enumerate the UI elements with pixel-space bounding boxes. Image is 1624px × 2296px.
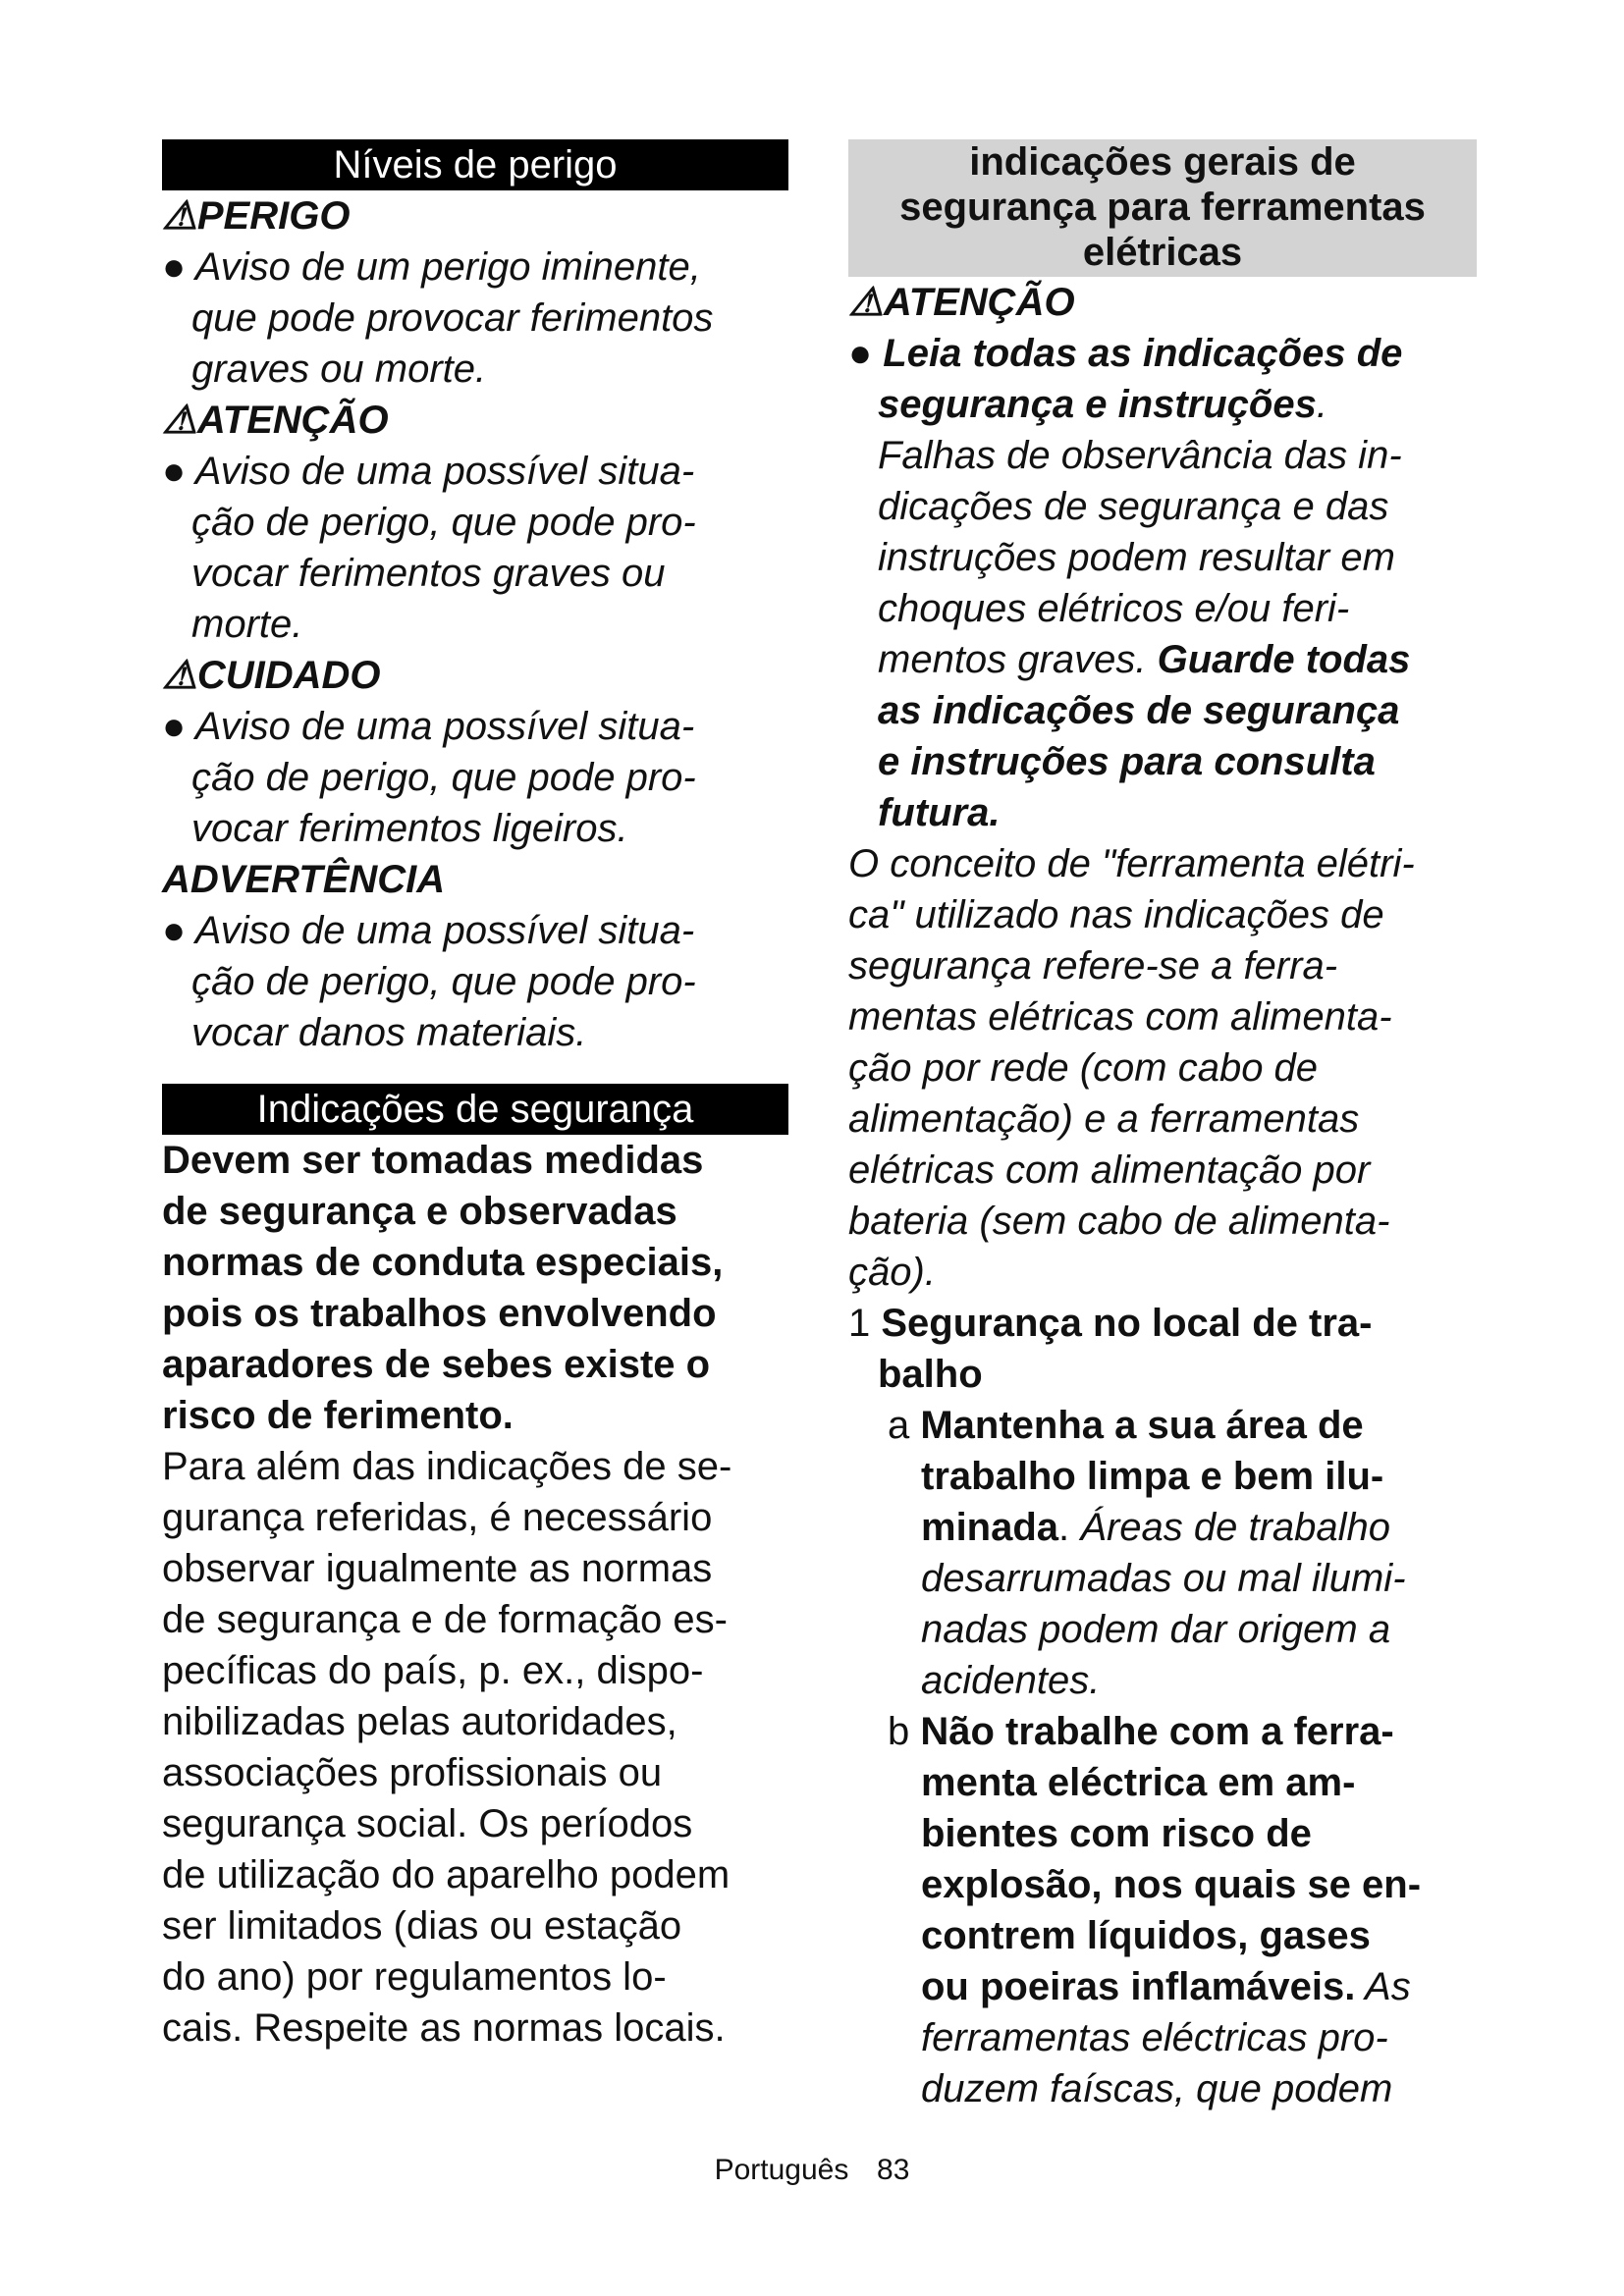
item-b-line: ferramentas eléctricas pro- xyxy=(921,2016,1388,2059)
safety-text-line: de utilização do aparelho podem xyxy=(162,1853,731,1896)
read-bold: segurança e instruções xyxy=(878,383,1317,426)
concept-line: ção por rede (com cabo de xyxy=(848,1046,1319,1090)
read-instructions-line xyxy=(848,379,1477,430)
advertencia-line: ção de perigo, que pode pro- xyxy=(191,960,696,1003)
failure-line: Falhas de observância das in- xyxy=(878,434,1402,477)
failure-line xyxy=(848,634,1477,685)
concept-line: bateria (sem cabo de alimenta- xyxy=(848,1200,1390,1243)
safety-bold-line: pois os trabalhos envolvendo xyxy=(162,1292,717,1335)
safety-text-line: do ano) por regulamentos lo- xyxy=(162,1955,667,1999)
safety-text-line: gurança referidas, é necessário xyxy=(162,1496,713,1539)
concept-line: ção). xyxy=(848,1251,936,1294)
perigo-label: ⚠PERIGO xyxy=(162,194,351,238)
failure-line: dicações de segurança e das xyxy=(878,485,1389,528)
keep-line: futura. xyxy=(878,791,1001,834)
item-a-mid: . xyxy=(1058,1506,1081,1549)
item-b-italic-start: As xyxy=(1355,1965,1411,2008)
perigo-line: ● Aviso de um perigo iminente, xyxy=(162,245,701,289)
item-b-line: menta eléctrica em am- xyxy=(921,1761,1356,1804)
concept-line: segurança refere-se a ferra- xyxy=(848,944,1338,988)
section-1-number: 1 xyxy=(848,1302,882,1345)
item-a-line xyxy=(848,1400,1477,1451)
advertencia-line: vocar danos materiais. xyxy=(191,1011,587,1054)
safety-bold-line: Devem ser tomadas medidas xyxy=(162,1139,704,1182)
cuidado-label: ⚠CUIDADO xyxy=(162,654,381,697)
safety-text-line: segurança social. Os períodos xyxy=(162,1802,693,1845)
failure-line: instruções podem resultar em xyxy=(878,536,1395,579)
safety-bold-line: de segurança e observadas xyxy=(162,1190,677,1233)
item-b-letter: b xyxy=(888,1710,921,1753)
atencao-line: vocar ferimentos graves ou xyxy=(191,552,666,595)
concept-line: O conceito de "ferramenta elétri- xyxy=(848,842,1415,885)
keep-line: e instruções para consulta xyxy=(878,740,1376,783)
item-b-line: contrem líquidos, gases xyxy=(921,1914,1371,1957)
safety-text-line: associações profissionais ou xyxy=(162,1751,663,1794)
header-line: indicações gerais de xyxy=(969,140,1356,184)
right-column xyxy=(848,139,1477,2114)
item-a-bold-last: minada xyxy=(921,1506,1059,1549)
atencao-line: ● Aviso de uma possível situa- xyxy=(162,450,695,493)
perigo-line: graves ou morte. xyxy=(191,347,487,391)
concept-line: ca" utilizado nas indicações de xyxy=(848,893,1384,936)
item-b-line: duzem faíscas, que podem xyxy=(921,2067,1393,2110)
cuidado-line: ● Aviso de uma possível situa- xyxy=(162,705,695,748)
item-b-bold-last: ou poeiras inflamáveis. xyxy=(921,1965,1356,2008)
advertencia-line: ● Aviso de uma possível situa- xyxy=(162,909,695,952)
section-1-title-line: balho xyxy=(878,1353,983,1396)
atencao-line: morte. xyxy=(191,603,303,646)
concept-line: elétricas com alimentação por xyxy=(848,1148,1371,1192)
item-a-bold: Mantenha a sua área de xyxy=(920,1404,1364,1447)
atencao-label: ⚠ATENÇÃO xyxy=(162,399,389,442)
item-b-line xyxy=(848,1706,1477,1757)
safety-text-line: pecíficas do país, p. ex., dispo- xyxy=(162,1649,704,1692)
failure-last: mentos graves. xyxy=(878,638,1158,681)
cuidado-line: ção de perigo, que pode pro- xyxy=(191,756,696,799)
power-tool-safety-header xyxy=(848,139,1477,277)
footer-language: Português xyxy=(714,2154,849,2186)
page-number: 83 xyxy=(877,2154,910,2186)
item-a-line: acidentes. xyxy=(921,1659,1101,1702)
left-column xyxy=(162,139,788,2054)
safety-bold-line: normas de conduta especiais, xyxy=(162,1241,724,1284)
failure-line: choques elétricos e/ou feri- xyxy=(878,587,1350,630)
section-1-title-text: Segurança no local de tra- xyxy=(881,1302,1373,1345)
section-1-title xyxy=(848,1298,1477,1349)
read-instructions-line: ● Leia todas as indicações de xyxy=(848,332,1403,375)
concept-line: mentas elétricas com alimenta- xyxy=(848,995,1392,1039)
safety-bold-line: aparadores de sebes existe o xyxy=(162,1343,711,1386)
item-b-line: explosão, nos quais se en- xyxy=(921,1863,1422,1906)
safety-bold-line: risco de ferimento. xyxy=(162,1394,514,1437)
keep-line: as indicações de segurança xyxy=(878,689,1400,732)
item-a-line: nadas podem dar origem a xyxy=(921,1608,1391,1651)
page-footer xyxy=(0,2153,1624,2188)
item-a-italic-start: Áreas de trabalho xyxy=(1080,1506,1391,1549)
item-a-line: trabalho limpa e bem ilu- xyxy=(921,1455,1384,1498)
header-line: elétricas xyxy=(1082,231,1243,274)
safety-text-line: nibilizadas pelas autoridades, xyxy=(162,1700,677,1743)
safety-text-line: observar igualmente as normas xyxy=(162,1547,713,1590)
perigo-line: que pode provocar ferimentos xyxy=(191,296,714,340)
advertencia-label: ADVERTÊNCIA xyxy=(162,858,446,901)
safety-text-line: ser limitados (dias ou estação xyxy=(162,1904,682,1948)
item-b-line xyxy=(848,1961,1477,2012)
item-a-line: desarrumadas ou mal ilumi- xyxy=(921,1557,1406,1600)
safety-text-line: de segurança e de formação es- xyxy=(162,1598,728,1641)
item-a-letter: a xyxy=(888,1404,921,1447)
cuidado-line: vocar ferimentos ligeiros. xyxy=(191,807,628,850)
header-line: segurança para ferramentas xyxy=(899,186,1426,229)
danger-levels-header: Níveis de perigo xyxy=(162,139,788,190)
item-a-line xyxy=(848,1502,1477,1553)
item-b-bold: Não trabalhe com a ferra- xyxy=(920,1710,1394,1753)
safety-text-line: Para além das indicações de se- xyxy=(162,1445,732,1488)
read-end: . xyxy=(1316,383,1327,426)
item-b-line: bientes com risco de xyxy=(921,1812,1312,1855)
keep-bold-start: Guarde todas xyxy=(1157,638,1411,681)
safety-instructions-header: Indicações de segurança xyxy=(162,1084,788,1135)
concept-line: alimentação) e a ferramentas xyxy=(848,1097,1360,1141)
atencao-label: ⚠ATENÇÃO xyxy=(848,281,1075,324)
safety-text-line: cais. Respeite as normas locais. xyxy=(162,2006,726,2050)
atencao-line: ção de perigo, que pode pro- xyxy=(191,501,696,544)
